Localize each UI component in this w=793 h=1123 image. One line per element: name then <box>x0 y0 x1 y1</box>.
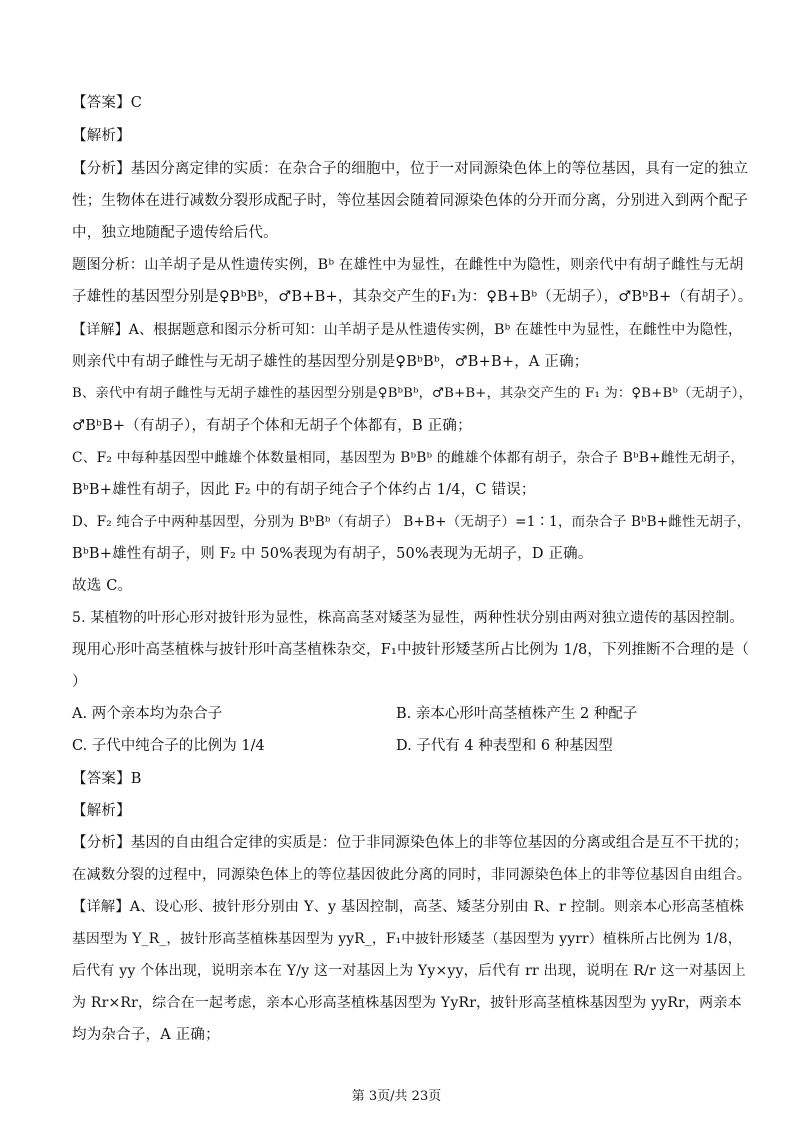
option-c: C. 子代中纯合子的比例为 1/4 <box>72 738 265 754</box>
text-line: 【详解】A、根据题意和图示分析可知：山羊胡子是从性遗传实例，Bᵇ 在雄性中为显性，在雌性中为隐性， <box>72 322 743 338</box>
text-line: D、F₂ 纯合子中两种基因型，分别为 BᵇBᵇ（有胡子） B+B+（无胡子）=1∶1，而杂合子 BᵇB+雌性无胡子， <box>72 514 751 530</box>
option-b: B. 亲本心形叶高茎植株产生 2 种配子 <box>396 706 638 722</box>
text-line: 为 Rr×Rr，综合在一起考虑，亲本心形高茎植株基因型为 YyRr，披针形高茎植株基因型为 yyRr，两亲本 <box>72 995 742 1011</box>
question-5: 5. 某植物的叶形心形对披针形为显性，株高高茎对矮茎为显性，两种性状分别由两对独立遗传的基因控制。 <box>72 610 744 626</box>
text-line: 均为杂合子，A 正确； <box>72 1027 220 1043</box>
text-line: 故选 C。 <box>72 578 133 594</box>
answer-line: 【答案】B <box>72 771 142 787</box>
text-line: 【分析】基因分离定律的实质：在杂合子的细胞中，位于一对同源染色体上的等位基因，具有一定的独立 <box>72 161 749 177</box>
text-line: 后代有 yy 个体出现，说明亲本在 Y/y 这一对基因上为 Yy×yy，后代有 rr 出现，说明在 R/r 这一对基因上 <box>72 963 746 979</box>
text-line: 子雄性的基因型分别是♀BᵇBᵇ，♂B+B+，其杂交产生的F₁为：♀B+Bᵇ（无胡子），♂BᵇB+（有胡子）。 <box>72 289 753 305</box>
analysis-heading: 【解析】 <box>72 803 131 819</box>
text-line: 性；生物体在进行减数分裂形成配子时，等位基因会随着同源染色体的分开而分离，分别进入到两个配子 <box>72 193 749 209</box>
text-line: 基因型为 Y_R_，披针形高茎植株基因型为 yyR_，F₁中披针形矮茎（基因型为 yyrr）植株所占比例为 1/8， <box>72 931 742 947</box>
text-line: 则亲代中有胡子雌性与无胡子雄性的基因型分别是♀BᵇBᵇ，♂B+B+，A 正确； <box>72 354 589 370</box>
text-line: 在减数分裂的过程中，同源染色体上的等位基因彼此分离的同时，非同源染色体上的非等位基因自由组合。 <box>72 867 752 883</box>
analysis-heading: 【解析】 <box>72 128 131 144</box>
option-a: A. 两个亲本均为杂合子 <box>72 706 223 722</box>
text-line: BᵇB+雄性有胡子，则 F₂ 中 50%表现为有胡子，50%表现为无胡子，D 正确。 <box>72 546 593 562</box>
text-line: 中，独立地随配子遗传给后代。 <box>72 225 278 241</box>
text-line: 【详解】A、设心形、披针形分别由 Y、y 基因控制，高茎、矮茎分别由 R、r 控制。则亲本心形高茎植株 <box>72 899 745 915</box>
text-line: 【分析】基因的自由组合定律的实质是：位于非同源染色体上的非等位基因的分离或组合是互不干扰的； <box>72 835 749 851</box>
page-footer: 第 3页/共 23页 <box>351 1089 442 1104</box>
text-line: 题图分析：山羊胡子是从性遗传实例，Bᵇ 在雄性中为显性，在雌性中为隐性，则亲代中有胡子雌性与无胡 <box>72 257 744 273</box>
text-line: BᵇB+雄性有胡子，因此 F₂ 中的有胡子纯合子个体约占 1/4，C 错误； <box>72 482 536 498</box>
question-5-paren: ） <box>72 674 87 690</box>
text-line: B、亲代中有胡子雌性与无胡子雄性的基因型分别是♀BᵇBᵇ，♂B+B+，其杂交产生的 F₁ 为：♀B+Bᵇ（无胡子）， <box>72 386 753 401</box>
text-line: ♂BᵇB+（有胡子），有胡子个体和无胡子个体都有，B 正确； <box>72 418 472 434</box>
question-5-cont: 现用心形叶高茎植株与披针形叶高茎植株杂交，F₁中披针形矮茎所占比例为 1/8，下列推断不合理的是（ <box>72 642 750 658</box>
text-line: C、F₂ 中每种基因型中雌雄个体数量相同，基因型为 BᵇBᵇ 的雌雄个体都有胡子，杂合子 BᵇB+雌性无胡子， <box>72 450 745 466</box>
answer-line: 【答案】C <box>72 95 143 111</box>
option-d: D. 子代有 4 种表型和 6 种基因型 <box>396 738 613 754</box>
